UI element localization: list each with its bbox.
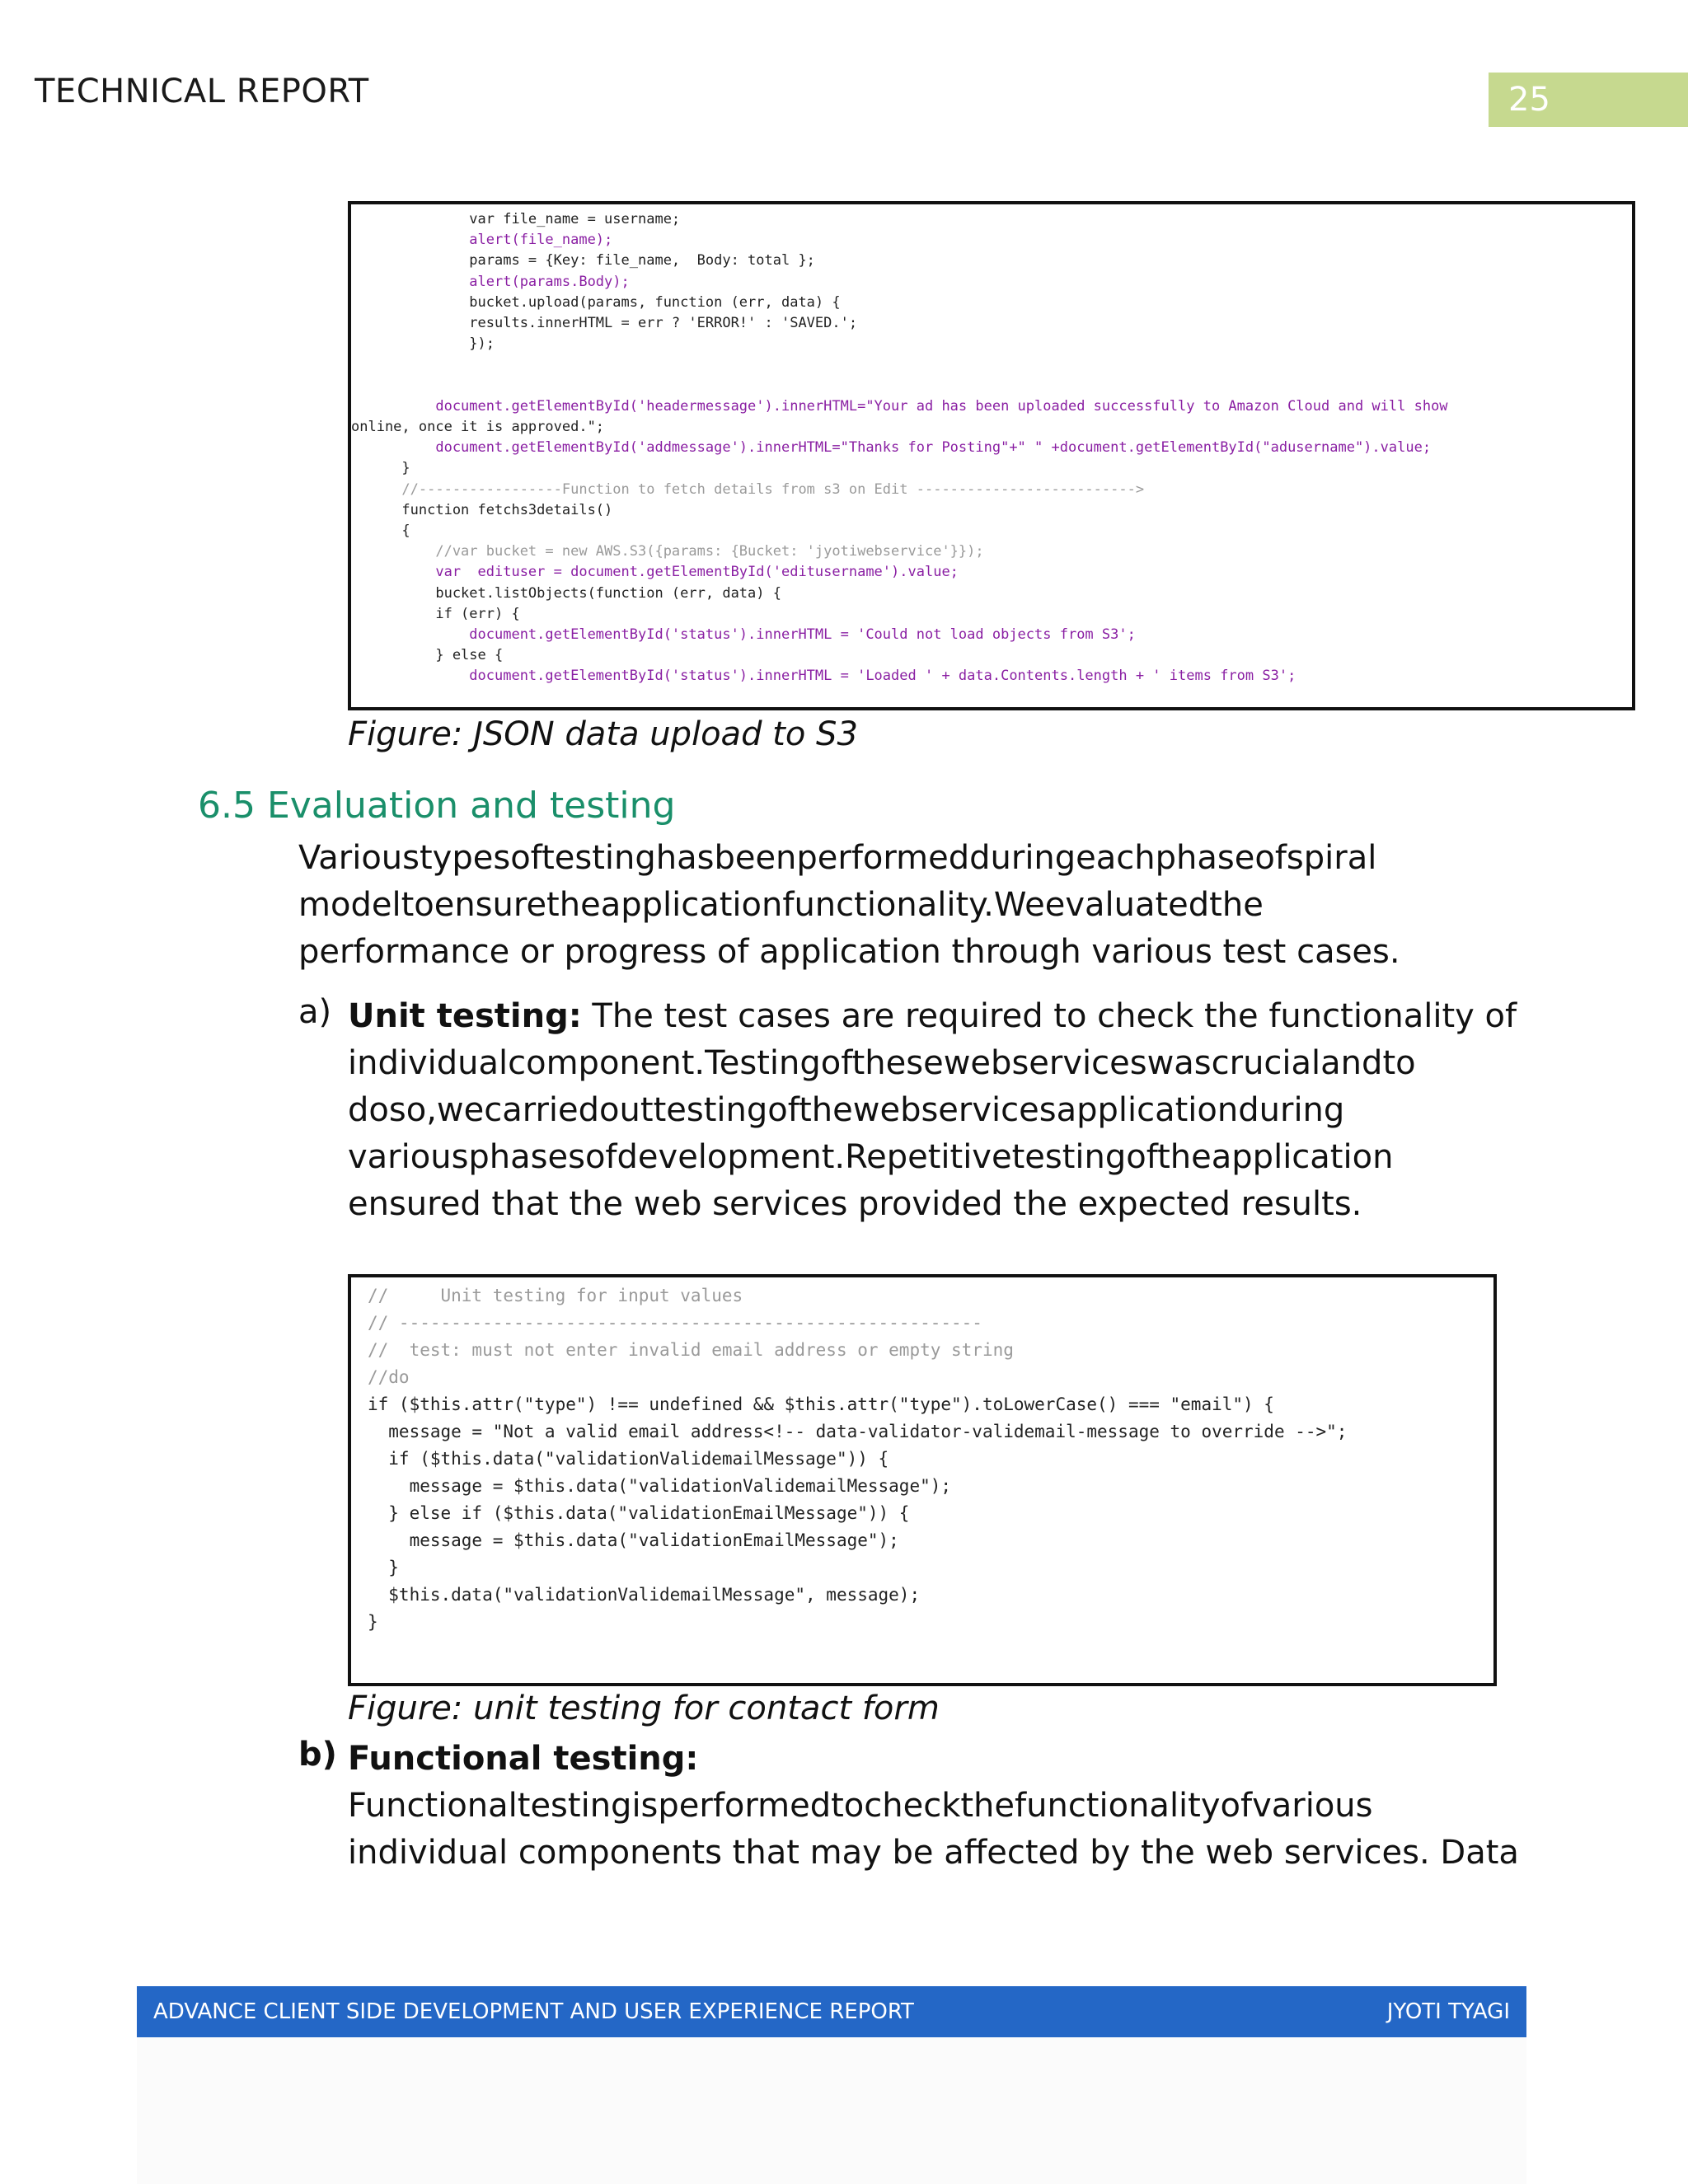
functional-testing-paragraph bbox=[348, 1736, 1519, 1877]
figure-caption-unit-test: Figure: unit testing for contact form bbox=[348, 1690, 940, 1727]
intro-paragraph bbox=[298, 835, 1490, 976]
unit-testing-paragraph bbox=[348, 993, 1517, 1228]
header-title: TECHNICAL REPORT bbox=[35, 73, 369, 110]
code-line: } else if ($this.data("validationEmailMessage")) { bbox=[368, 1503, 910, 1523]
intro-line: performance or progress of application through various test cases. bbox=[298, 933, 1400, 971]
footer-shade bbox=[137, 2037, 1526, 2184]
code-line: $this.data("validationValidemailMessage", message); bbox=[368, 1585, 921, 1605]
section-heading: 6.5 Evaluation and testing bbox=[198, 785, 676, 827]
intro-line: Varioustypesoftestinghasbeenperformedduringeachphaseofspiral bbox=[298, 839, 1377, 877]
footer-author: JYOTI TYAGI bbox=[1386, 1999, 1510, 2024]
footer-report-title: ADVANCE CLIENT SIDE DEVELOPMENT AND USER EXPERIENCE REPORT bbox=[153, 1999, 914, 2024]
list-marker-a: a) bbox=[298, 993, 332, 1031]
intro-line: modeltoensuretheapplicationfunctionality.Weevaluatedthe bbox=[298, 886, 1264, 924]
functional-testing-line: Functionaltestingisperformedtocheckthefunctionalityofvarious bbox=[348, 1787, 1373, 1825]
code-line: online, once it is approved."; bbox=[351, 419, 605, 435]
code-line: if ($this.data("validationValidemailMessage")) { bbox=[368, 1449, 889, 1469]
unit-testing-label: Unit testing: bbox=[348, 997, 582, 1035]
code-line: if ($this.attr("type") !== undefined && $this.attr("type").toLowerCase() === "email") { bbox=[368, 1394, 1274, 1414]
code-line: document.getElementById('status').innerHTML = 'Could not load objects from S3'; bbox=[351, 626, 1136, 643]
unit-testing-line: individualcomponent.Testingofthesewebserviceswascrucialandto bbox=[348, 1044, 1416, 1082]
code-line: //-----------------Function to fetch details from s3 on Edit --------------------------> bbox=[351, 480, 1145, 498]
code-line: document.getElementById('status').innerHTML = 'Loaded ' + data.Contents.length + ' items from S3'; bbox=[351, 668, 1296, 685]
code-line: } bbox=[368, 1612, 378, 1632]
unit-testing-line: ensured that the web services provided the expected results. bbox=[348, 1185, 1362, 1223]
code-line: document.getElementById('headermessage').innerHTML="Your ad has been uploaded successfully to Amazon Cloud and will show bbox=[351, 397, 1448, 415]
code-line: message = $this.data("validationEmailMessage"); bbox=[368, 1530, 899, 1550]
code-screenshot-unit-test bbox=[348, 1274, 1497, 1686]
unit-testing-line: variousphasesofdevelopment.Repetitivetestingoftheapplication bbox=[348, 1138, 1394, 1176]
code-line: } bbox=[351, 460, 410, 477]
unit-testing-first-line bbox=[348, 993, 1517, 1040]
code-line: //var bucket = new AWS.S3({params: {Bucket: 'jyotiwebservice'}}); bbox=[351, 543, 984, 560]
unit-testing-line: doso,wecarriedouttestingofthewebservicesapplicationduring bbox=[348, 1091, 1345, 1129]
unit-testing-first-text: The test cases are required to check the functionality of bbox=[581, 997, 1517, 1035]
code-line: results.innerHTML = err ? 'ERROR!' : 'SAVED.'; bbox=[351, 315, 858, 331]
code-line: } bbox=[368, 1558, 399, 1577]
code-line: message = $this.data("validationValidemailMessage"); bbox=[368, 1476, 952, 1496]
functional-testing-line: individual components that may be affected by the web services. Data bbox=[348, 1834, 1519, 1872]
code-line: function fetchs3details() bbox=[351, 501, 613, 518]
footer-bar bbox=[137, 1986, 1526, 2037]
code-line: message = "Not a valid email address<!-- data-validator-validemail-message to override -->"; bbox=[368, 1422, 1348, 1441]
functional-testing-label: Functional testing: bbox=[348, 1740, 699, 1778]
page-number: 25 bbox=[1489, 73, 1688, 127]
code-line: var file_name = username; bbox=[351, 211, 681, 227]
figure-caption-s3: Figure: JSON data upload to S3 bbox=[348, 715, 858, 753]
code-line: params = {Key: file_name, Body: total }; bbox=[351, 252, 815, 269]
list-marker-b: b) bbox=[298, 1736, 337, 1774]
code-line: } else { bbox=[351, 647, 504, 664]
code-line: //do bbox=[368, 1367, 410, 1387]
code-line: document.getElementById('addmessage').innerHTML="Thanks for Posting"+" " +document.getElementById("adusername").value; bbox=[351, 439, 1432, 457]
functional-testing-label-line bbox=[348, 1736, 1490, 1783]
code-line: { bbox=[351, 523, 410, 539]
code-line: var edituser = document.getElementById('editusername').value; bbox=[351, 564, 959, 581]
code-line: // Unit testing for input values bbox=[368, 1286, 743, 1305]
code-line: bucket.upload(params, function (err, data) { bbox=[351, 293, 841, 311]
code-line: // -------------------------------------------------------- bbox=[368, 1313, 982, 1333]
code-line: alert(params.Body); bbox=[351, 273, 630, 290]
code-line: if (err) { bbox=[351, 605, 520, 622]
code-line: alert(file_name); bbox=[351, 232, 613, 249]
code-line: }); bbox=[351, 335, 495, 353]
code-line: bucket.listObjects(function (err, data) { bbox=[351, 584, 781, 602]
code-screenshot-s3-upload bbox=[348, 201, 1635, 710]
code-line: // test: must not enter invalid email address or empty string bbox=[368, 1340, 1014, 1360]
